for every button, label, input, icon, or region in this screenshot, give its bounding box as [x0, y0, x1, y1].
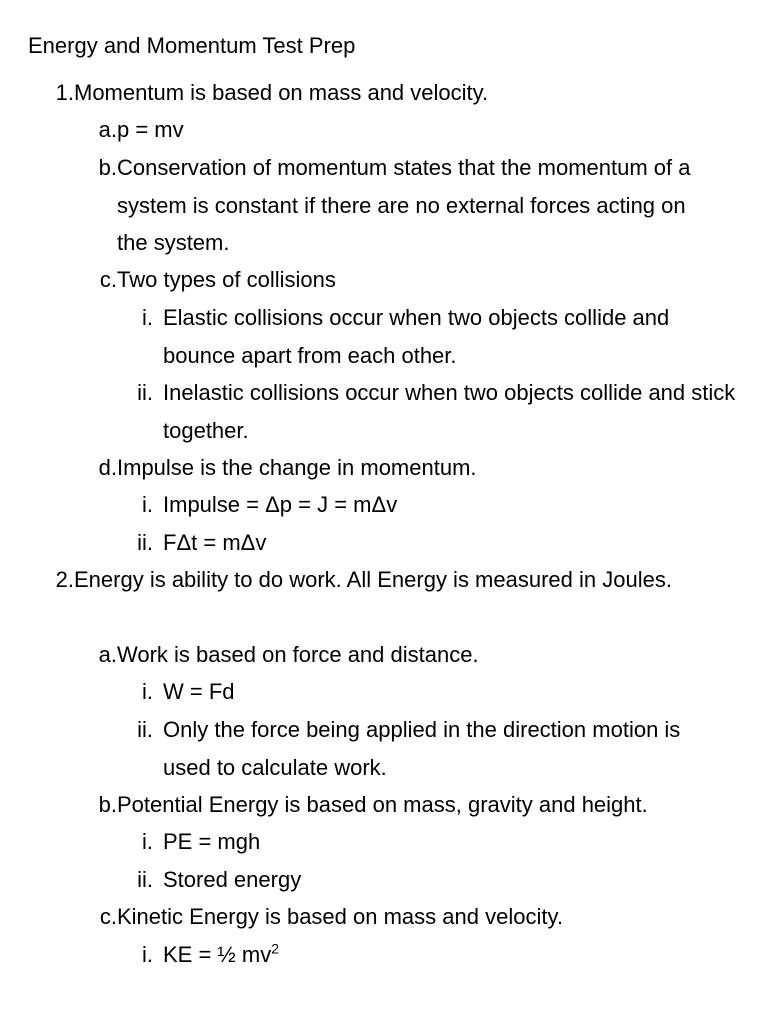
list-marker: a.	[98, 642, 117, 667]
list-item-text: W = Fd	[163, 679, 235, 704]
list-item-text: Stored energy	[163, 867, 302, 892]
list-marker: d.	[98, 455, 117, 480]
list-item-level-2	[98, 636, 727, 674]
list-marker: ii.	[137, 867, 153, 892]
list-item-text: Energy is ability to do work. All Energy is measured in Joules.	[74, 567, 672, 592]
list-item-level-3	[142, 299, 728, 374]
list-item-text	[163, 936, 728, 974]
list-marker: i.	[142, 305, 153, 330]
list-item-text: Potential Energy is based on mass, gravity and height.	[117, 792, 648, 817]
list-item-text: Inelastic collisions occur when two objects collide and stick together.	[163, 380, 736, 443]
list-item-text: Impulse is the change in momentum.	[117, 455, 477, 480]
list-marker: i.	[142, 492, 153, 517]
list-item-text: p = mv	[117, 117, 184, 142]
list-item-text: Momentum is based on mass and velocity.	[74, 80, 489, 105]
formula-text: KE = ½ mv	[163, 942, 272, 967]
list-marker: ii.	[137, 530, 153, 555]
list-item-level-3	[142, 673, 728, 711]
list-marker: b.	[98, 792, 117, 817]
list-item-text: Conservation of momentum states that the momentum of a system is constant if there are no external forces acting on the system.	[117, 155, 691, 255]
list-item-level-2	[99, 261, 727, 299]
list-item-text: Kinetic Energy is based on mass and velocity.	[117, 904, 563, 929]
list-item-text: Impulse = Δp = J = mΔv	[163, 492, 398, 517]
list-marker: ii.	[137, 380, 153, 405]
list-item-level-3	[137, 524, 728, 562]
exponent: 2	[271, 940, 280, 957]
document-title: Energy and Momentum Test Prep	[28, 33, 356, 58]
list-marker: c.	[99, 904, 117, 929]
list-item-level-2	[99, 898, 747, 936]
list-marker: c.	[99, 267, 117, 292]
list-item-level-2	[98, 449, 727, 487]
list-item-text: Two types of collisions	[117, 267, 336, 292]
list-item-level-3	[137, 711, 693, 786]
list-item-text: PE = mgh	[163, 829, 261, 854]
list-marker: b.	[98, 155, 117, 180]
list-marker: i.	[142, 942, 153, 967]
list-item-level-3	[142, 823, 728, 861]
list-marker: ii.	[137, 717, 153, 742]
list-item-text: Work is based on force and distance.	[117, 642, 479, 667]
list-marker: 1.	[55, 80, 74, 105]
list-marker: a.	[98, 117, 117, 142]
list-marker: 2.	[55, 567, 74, 592]
list-item-level-2	[98, 149, 692, 262]
list-item-level-3	[142, 486, 728, 524]
list-marker: i.	[142, 679, 153, 704]
list-item-level-2	[98, 786, 747, 824]
list-item-text: FΔt = mΔv	[163, 530, 267, 555]
list-item-level-3	[142, 936, 728, 974]
list-item-level-2	[98, 111, 727, 149]
list-item-text: Elastic collisions occur when two objects collide and bounce apart from each other.	[163, 305, 670, 368]
list-item-level-1	[55, 561, 689, 599]
list-item-level-3	[137, 861, 728, 899]
list-item-level-3	[137, 374, 748, 449]
list-marker: i.	[142, 829, 153, 854]
list-item-level-1	[55, 74, 734, 112]
list-item-text: Only the force being applied in the direction motion is used to calculate work.	[163, 717, 681, 780]
